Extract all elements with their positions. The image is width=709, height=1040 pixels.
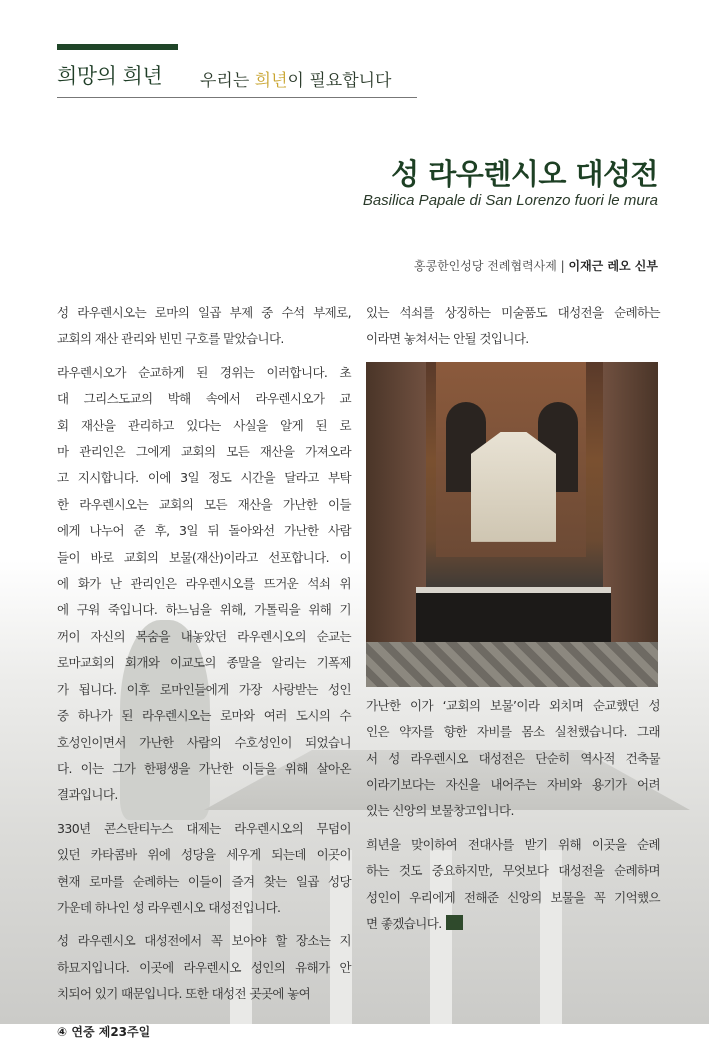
- text-line: 교회의 재산 관리와 빈민 구호를 맡았습니다.: [57, 331, 284, 347]
- byline-role: 홍콩한인성당 전례협력사제: [413, 259, 557, 273]
- paragraph: [366, 300, 660, 353]
- subtitle-text: 우리는: [200, 71, 255, 91]
- paragraph: [366, 832, 660, 938]
- text-line: 서 성 라우렌시오 대성전은 단순히 역사적 건축물: [366, 750, 660, 766]
- text-line: 치되어 있기 때문입니다. 또한 대성전 곳곳에 놓여: [57, 986, 311, 1002]
- byline: [414, 257, 658, 274]
- paragraph: [57, 816, 351, 922]
- header-divider: [57, 97, 417, 98]
- right-column-text-bottom: [366, 693, 660, 945]
- right-column: [366, 300, 660, 944]
- photo-cosmati-floor: [366, 642, 658, 687]
- text-line: 있던 카타콤바 위에 성당을 세우게 되는데 이곳이: [57, 847, 351, 863]
- left-column-text: [57, 300, 351, 1015]
- text-line: 로마교회의 회개와 이교도의 종말을 알리는 기폭제: [57, 655, 351, 671]
- article-latin-title: Basilica Papale di San Lorenzo fuori le mura: [362, 192, 658, 209]
- paragraph: [366, 693, 660, 825]
- page-footer: [57, 1015, 351, 1040]
- byline-name: 이재근 레오 신부: [568, 259, 658, 273]
- text-line: 성인이 우리에게 전해준 신앙의 보물을 꼭 기억했으: [366, 889, 660, 905]
- text-line: 회 재산을 관리하고 있다는 사실을 알게 된 로: [57, 417, 351, 433]
- subtitle-highlight: 희년: [254, 71, 288, 91]
- text-line: 대 그리스도교의 박해 속에서 라우렌시오가 교: [57, 391, 351, 407]
- text-line: 가운데 하나인 성 라우렌시오 대성전입니다.: [57, 899, 281, 915]
- text-line: 희년을 맞이하여 전대사를 받기 위해 이곳을 순례: [366, 836, 660, 852]
- text-line: 하묘지입니다. 이곳에 라우렌시오 성인의 유해가 안: [57, 959, 351, 975]
- text-line: 면 좋겠습니다.: [366, 916, 442, 932]
- text-line: 중 하나가 된 라우렌시오는 로마와 여러 도시의 수: [57, 708, 351, 724]
- paragraph: [57, 300, 351, 353]
- series-subtitle: [200, 66, 391, 91]
- subtitle-text: 이 필요합니다: [287, 71, 392, 91]
- text-line: 다. 이는 그가 한평생을 가난한 이들을 위해 살아온: [57, 760, 351, 776]
- text-line: 마 관리인은 그에게 교회의 모든 재산을 가져오라: [57, 444, 351, 460]
- text-line: 한 라우렌시오는 교회의 모든 재산을 가난한 이들: [57, 496, 351, 512]
- text-line: 꺼이 자신의 목숨을 내놓았던 라우렌시오의 순교는: [57, 628, 351, 644]
- right-column-text-top: [366, 300, 660, 360]
- header-accent-bar: [57, 44, 178, 50]
- paragraph: [57, 928, 351, 1007]
- text-line: 이라면 놓쳐서는 안될 것입니다.: [366, 331, 529, 347]
- text-line: 에게 나누어 준 후, 3일 뒤 돌아와선 가난한 사람: [57, 523, 351, 539]
- text-line: 있는 신앙의 보물창고입니다.: [366, 803, 514, 819]
- left-column: [57, 300, 351, 1040]
- text-line: 현재 로마를 순례하는 이들이 즐겨 찾는 일곱 성당: [57, 873, 351, 889]
- text-line: 하는 것도 중요하지만, 무엇보다 대성전을 순례하며: [366, 863, 660, 879]
- text-line: 라우렌시오가 순교하게 된 경위는 이러합니다. 초: [57, 364, 351, 380]
- series-title: 희망의 희년: [57, 64, 163, 88]
- text-line: 330년 콘스탄티누스 대제는 라우렌시오의 무덤이: [57, 820, 351, 836]
- paragraph: [57, 360, 351, 809]
- text-line: 성 라우렌시오는 로마의 일곱 부제 중 수석 부제로,: [57, 305, 351, 320]
- photo-altar-canopy: [471, 432, 556, 542]
- text-line: 인은 약자를 향한 자비를 몸소 실천했습니다. 그래: [366, 724, 660, 740]
- text-line: 고 지시합니다. 이에 3일 정도 시간을 달라고 부탁: [57, 470, 351, 486]
- end-mark-logo-icon: [446, 915, 463, 930]
- text-line: 있는 석쇠를 상징하는 미술품도 대성전을 순례하는: [366, 305, 660, 320]
- photo-crypt-entrance: [416, 587, 611, 648]
- text-line: 호성인이면서 가난한 사람의 수호성인이 되었습니: [57, 734, 351, 750]
- article-title: 성 라우렌시오 대성전: [391, 157, 658, 191]
- text-line: 들이 바로 교회의 보물(재산)이라고 선포합니다. 이: [57, 549, 351, 565]
- text-line: 에 구워 죽입니다. 하느님을 위해, 가톨릭을 위해 기: [57, 602, 351, 618]
- text-line: 가 됩니다. 이후 로마인들에게 가장 사랑받는 성인: [57, 681, 351, 697]
- byline-separator: |: [556, 259, 569, 273]
- text-line: 에 화가 난 관리인은 라우렌시오를 뜨거운 석쇠 위: [57, 576, 351, 592]
- text-line: 결과입니다.: [57, 787, 118, 803]
- page-number: ④: [57, 1024, 68, 1039]
- footer-label: 연중 제23주일: [71, 1024, 151, 1039]
- photo-right-arcade: [603, 362, 658, 642]
- text-line: 이라기보다는 자신을 내어주는 자비와 용기가 어려: [366, 777, 660, 793]
- basilica-interior-photo: [366, 362, 658, 687]
- text-line: 성 라우렌시오 대성전에서 꼭 보아야 할 장소는 지: [57, 933, 351, 949]
- text-line: 가난한 이가 ‘교회의 보물’이라 외치며 순교했던 성: [366, 697, 660, 713]
